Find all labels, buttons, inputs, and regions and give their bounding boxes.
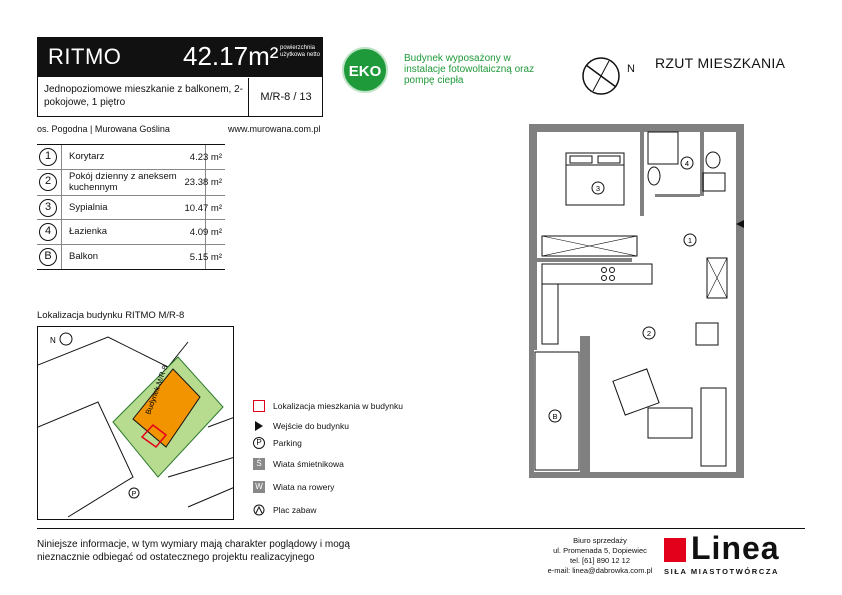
- map-title: Lokalizacja budynku RITMO M/R-8: [37, 310, 185, 321]
- apartment-area: 42.17m²: [183, 41, 279, 71]
- website-link[interactable]: www.murowana.com.pl: [228, 124, 321, 134]
- apartment-code: M/R-8 / 13: [248, 78, 323, 117]
- brand-tagline: SIŁA MIASTOTWÓRCZA: [664, 567, 780, 576]
- room-number: 2: [39, 173, 57, 191]
- room-name: Korytarz: [69, 151, 105, 162]
- toilet-icon: [706, 152, 720, 168]
- project-name: RITMO: [48, 44, 122, 69]
- plan-label-3: 3: [595, 184, 601, 193]
- area-note: powierzchnia użytkowa netto: [280, 45, 321, 58]
- plan-label-1: 1: [687, 236, 693, 245]
- room-row: [37, 245, 225, 270]
- red-outline-square-icon: [253, 400, 265, 412]
- bike-shelter-icon: W: [253, 481, 265, 493]
- brand-mark-icon: [664, 538, 686, 562]
- compass-icon: [580, 55, 622, 97]
- plan-title: RZUT MIESZKANIA: [655, 55, 786, 71]
- site-map: [37, 326, 234, 520]
- disclaimer: Niniejsze informacje, w tym wymiary mają charakter poglądowy i mogą nieznacznie odbiegać od ostatecznego projektu realizacyjnego: [37, 539, 350, 563]
- eko-badge: EKO: [342, 47, 388, 93]
- room-name: Pokój dzienny z aneksem kuchennym: [69, 170, 177, 193]
- room-name: Łazienka: [69, 226, 108, 237]
- room-area: 23.38 m²: [184, 176, 222, 188]
- floor-plan: [518, 118, 748, 488]
- room-row: [37, 196, 225, 221]
- map-north-label: N: [50, 336, 56, 345]
- playground-icon: [253, 504, 265, 516]
- brand-name: Linea: [691, 530, 780, 566]
- room-area: 4.09 m²: [189, 227, 222, 238]
- parking-icon: P: [253, 437, 265, 449]
- office-phone[interactable]: tel. [61] 890 12 12: [569, 556, 631, 565]
- bed-icon: [566, 153, 624, 205]
- map-parking-marker: P: [131, 491, 137, 498]
- room-area: 4.23 m²: [189, 152, 222, 163]
- coffee-table: [648, 408, 692, 438]
- rooms-table: [37, 144, 225, 270]
- sales-office: [545, 536, 655, 576]
- plan-label-2: 2: [646, 329, 652, 338]
- shower-icon: [648, 132, 678, 164]
- room-row: [37, 220, 225, 245]
- room-number: 4: [39, 223, 57, 241]
- triangle-entrance-icon: [253, 420, 265, 432]
- location-text: os. Pogodna | Murowana Goślina: [37, 124, 170, 134]
- map-building-label: Budynek M/R-8: [143, 364, 170, 416]
- room-area: 10.47 m²: [184, 202, 222, 214]
- header-bar: [38, 38, 322, 77]
- dining-table: [696, 323, 718, 345]
- apartment-header: [37, 37, 323, 117]
- office-email[interactable]: e-mail: linea@dabrowka.com.pl: [547, 566, 653, 575]
- trash-shelter-icon: Ś: [253, 458, 265, 470]
- apartment-description: Jednopoziomowe mieszkanie z balkonem, 2-pokojowe, 1 piętro: [44, 84, 243, 108]
- sofa-icon: [701, 388, 726, 466]
- room-number: 1: [39, 148, 57, 166]
- plan-label-4: 4: [684, 159, 690, 168]
- room-name: Sypialnia: [69, 201, 108, 213]
- room-number: B: [39, 248, 57, 266]
- room-row: [37, 170, 225, 196]
- office-title: Biuro sprzedaży: [573, 536, 627, 545]
- brand-logo: [664, 530, 806, 584]
- room-name: Balkon: [69, 250, 99, 262]
- room-row: [37, 145, 225, 170]
- compass-north-label: N: [627, 63, 635, 75]
- kitchen-counter: [542, 264, 652, 284]
- room-number: 3: [39, 199, 57, 217]
- plan-label-B: B: [552, 412, 558, 421]
- sink-icon: [648, 167, 660, 185]
- washer-icon: [703, 173, 725, 191]
- room-area: 5.15 m²: [189, 251, 222, 263]
- eko-description: Budynek wyposażony w instalacje fotowoltaiczną oraz pompę ciepła: [404, 53, 535, 86]
- office-address: ul. Promenada 5, Dopiewiec: [553, 546, 647, 555]
